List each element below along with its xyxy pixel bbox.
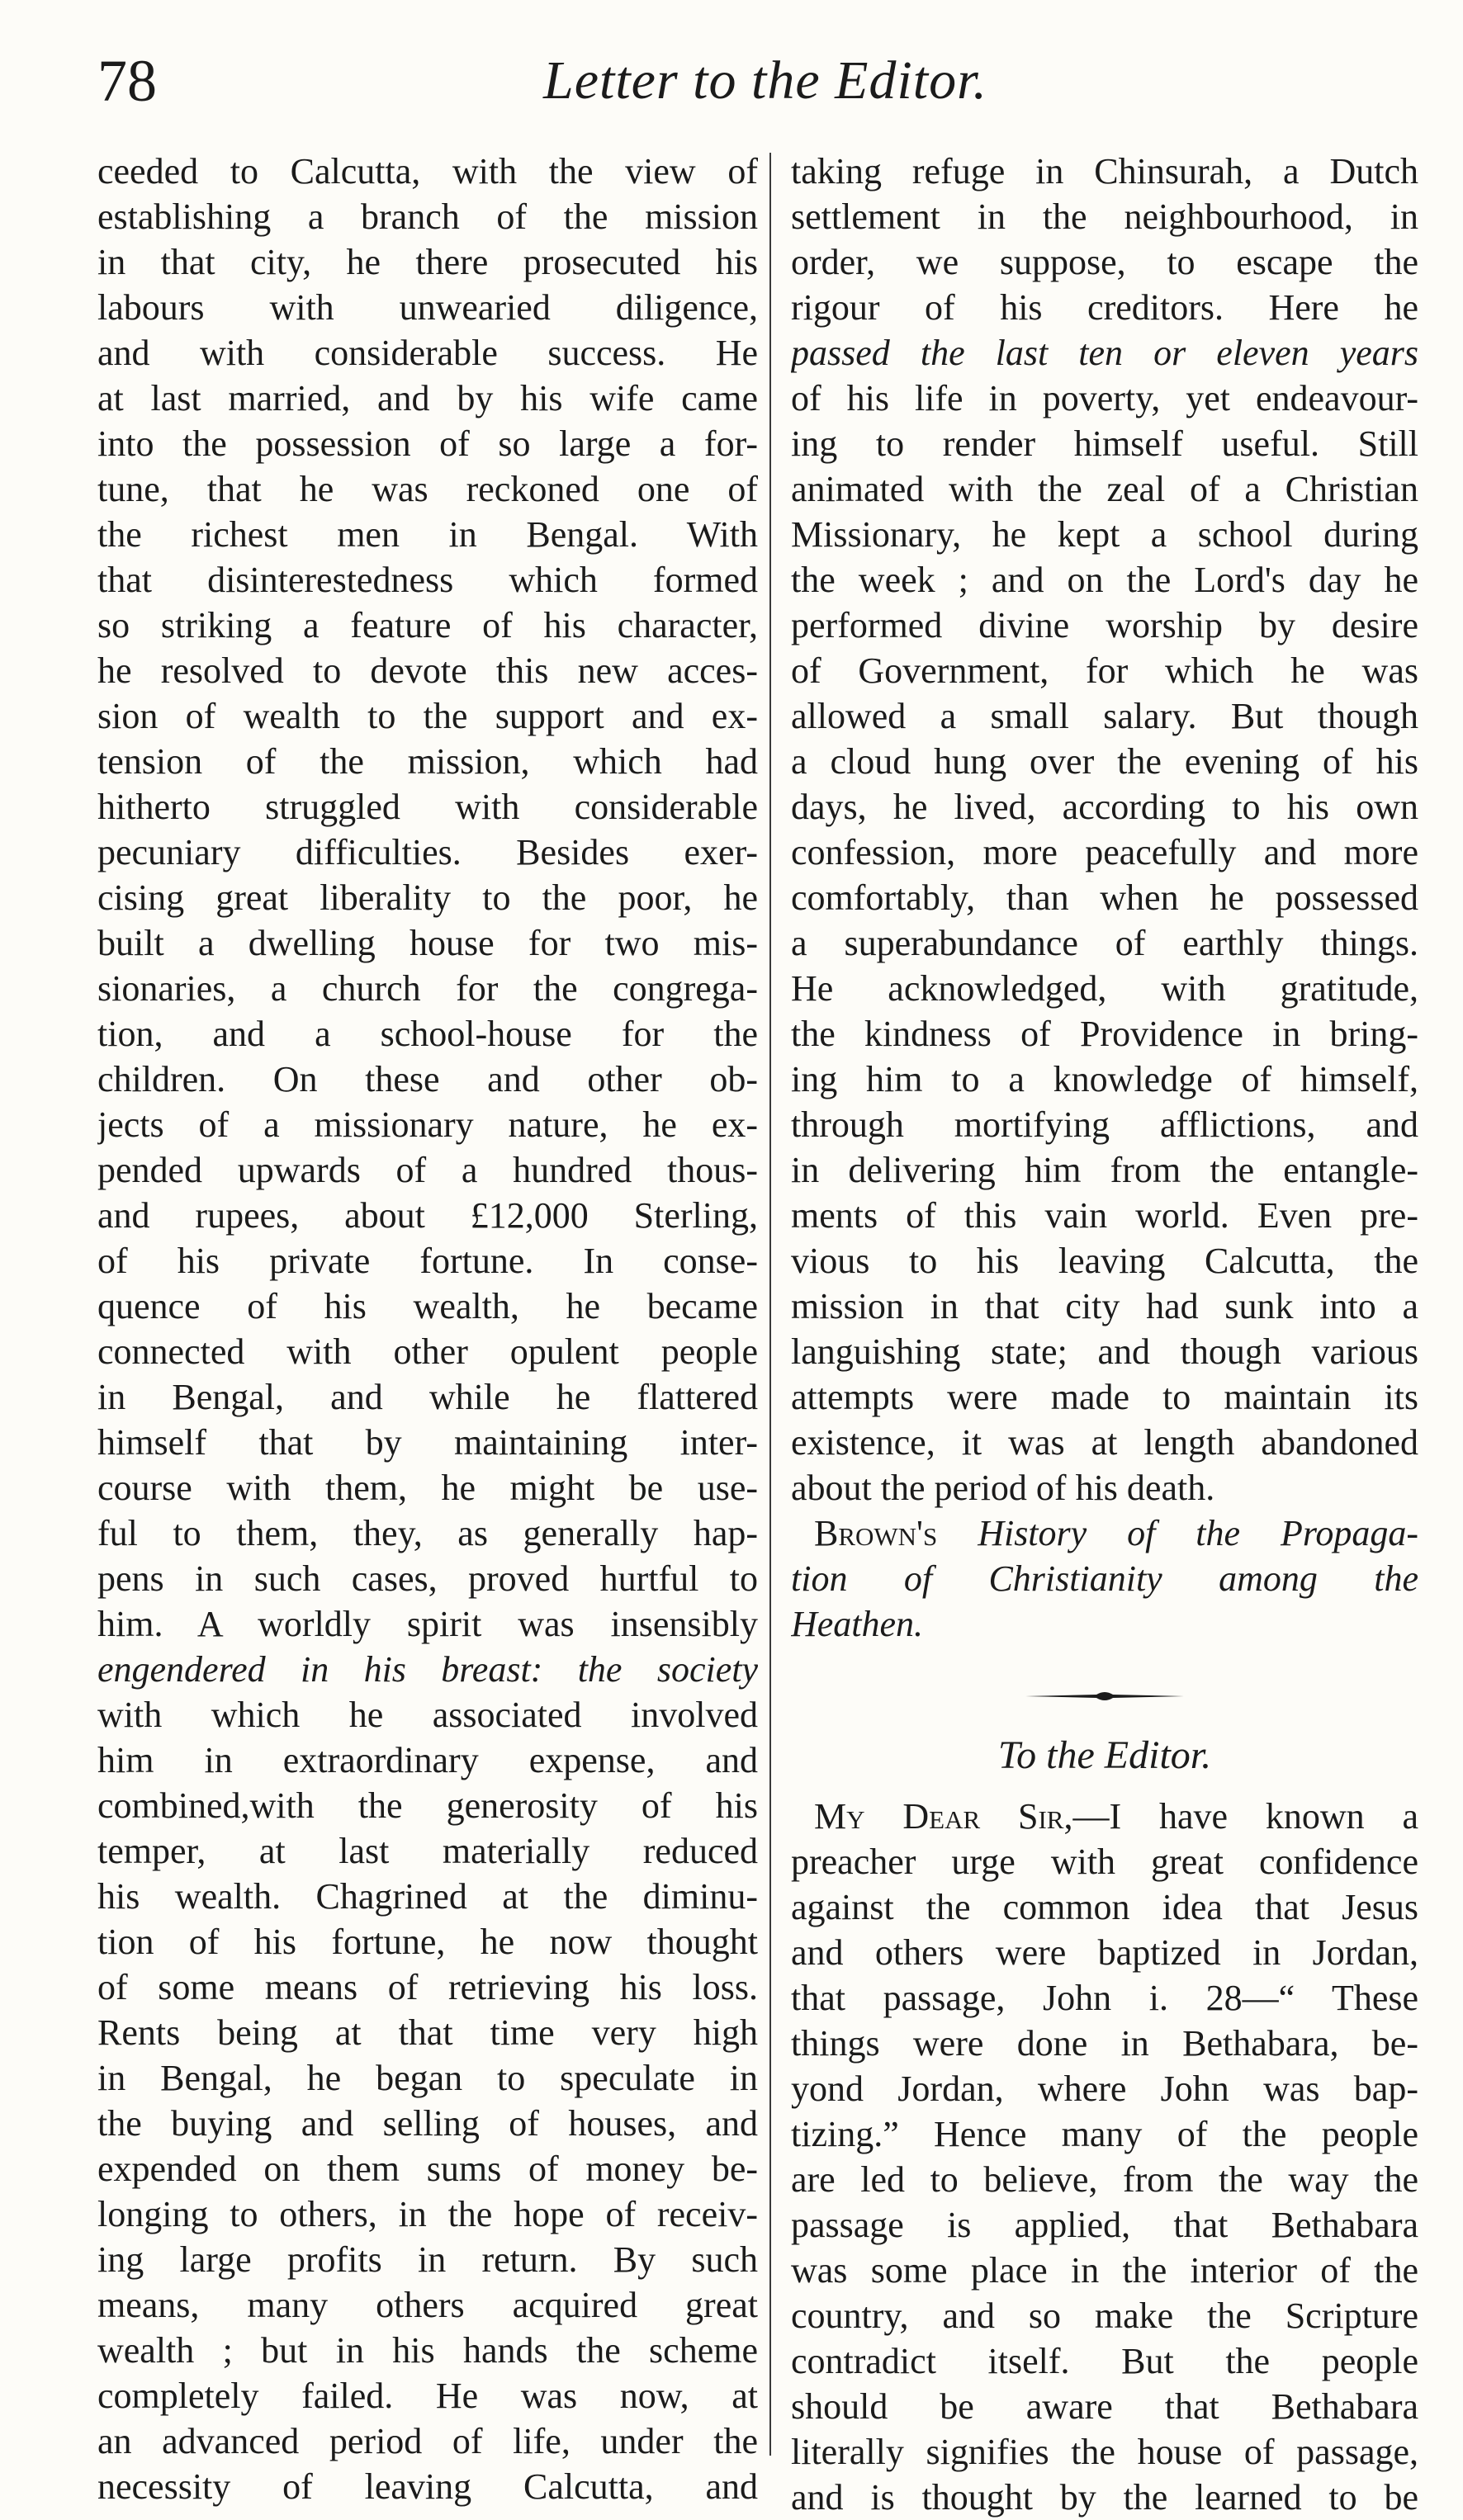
letter-first-line [791, 1794, 1418, 1839]
text-line: he resolved to devote this new acces- [97, 650, 758, 691]
citation-line-1 [791, 1511, 1418, 1556]
text-line: are led to believe, from the way the [791, 2159, 1418, 2200]
text-line: himself that by maintaining inter- [97, 1422, 758, 1463]
text-line: of Government, for which he was [791, 650, 1418, 691]
text-line: connected with other opulent people [97, 1331, 758, 1372]
text-line: establishing a branch of the mission [97, 196, 758, 237]
text-line: and others were baptized in Jordan, [791, 1932, 1418, 1973]
text-line: tion of his fortune, he now thought [97, 1922, 758, 1962]
text-line: against the common idea that Jesus [791, 1887, 1418, 1927]
text-line: animated with the zeal of a Christian [791, 469, 1418, 509]
text-line: engendered in his breast: the society [97, 1649, 758, 1690]
text-line: hitherto struggled with considerable [97, 787, 758, 827]
text-line: preacher urge with great confidence [791, 1842, 1418, 1882]
column-divider [769, 153, 771, 2456]
text-line: sion of wealth to the support and ex- [97, 696, 758, 736]
text-line: jects of a missionary nature, he ex- [97, 1104, 758, 1145]
ornament-divider [791, 1686, 1418, 1706]
text-line: necessity of leaving Calcutta, and [97, 2466, 758, 2507]
text-line: a cloud hung over the evening of his [791, 741, 1418, 782]
text-line: an advanced period of life, under the [97, 2421, 758, 2461]
text-line: in Bengal, he began to speculate in [97, 2058, 758, 2098]
text-line: cising great liberality to the poor, he [97, 877, 758, 918]
right-column [791, 149, 1418, 2520]
text-line: the kindness of Providence in bring- [791, 1014, 1418, 1054]
text-line: in that city, he there prosecuted his [97, 242, 758, 282]
text-line: children. On these and other ob- [97, 1059, 758, 1099]
text-line: so striking a feature of his character, [97, 605, 758, 645]
page-header [97, 41, 1451, 116]
text-line: built a dwelling house for two mis- [97, 923, 758, 963]
text-line: in delivering him from the entangle- [791, 1150, 1418, 1190]
text-line: of his life in poverty, yet endeavour- [791, 378, 1418, 418]
spacer [791, 1647, 1418, 1678]
text-line: tion, and a school-house for the [97, 1014, 758, 1054]
text-line: and with considerable success. He [97, 333, 758, 373]
text-line: a superabundance of earthly things. [791, 923, 1418, 963]
text-line: rigour of his creditors. Here he [791, 287, 1418, 328]
text-line: should be aware that Bethabara [791, 2386, 1418, 2427]
text-line: temper, at last materially reduced [97, 1831, 758, 1871]
text-line: country, and so make the Scripture [791, 2295, 1418, 2336]
text-line: passed the last ten or eleven years [791, 333, 1418, 373]
text-line: order, we suppose, to escape the [791, 242, 1418, 282]
page-number: 78 [97, 48, 157, 114]
text-line: comfortably, than when he possessed [791, 877, 1418, 918]
text-line: and is thought by the learned to be [791, 2477, 1418, 2518]
text-line: labours with unwearied diligence, [97, 287, 758, 328]
text-line: his wealth. Chagrined at the diminu- [97, 1876, 758, 1917]
text-line: about the period of his death. [791, 1468, 1215, 1508]
text-line: ments of this vain world. Even pre- [791, 1195, 1418, 1236]
text-line: into the possession of so large a for- [97, 423, 758, 464]
text-line: the week ; and on the Lord's day he [791, 560, 1418, 600]
text-line: pended upwards of a hundred thous- [97, 1150, 758, 1190]
text-line: Rents being at that time very high [97, 2012, 758, 2053]
text-line: was some place in the interior of the [791, 2250, 1418, 2291]
text-line: wealth ; but in his hands the scheme [97, 2330, 758, 2371]
text-line: days, he lived, according to his own [791, 787, 1418, 827]
ornament-rule-icon [1022, 1686, 1187, 1706]
text-line: the richest men in Bengal. With [97, 514, 758, 555]
text-line: settlement in the neighbourhood, in [791, 196, 1418, 237]
text-line: taking refuge in Chinsurah, a Dutch [791, 151, 1418, 191]
citation-author: Brown's [814, 1513, 938, 1553]
text-line: the buying and selling of houses, and [97, 2103, 758, 2144]
section-subheading: To the Editor. [997, 1733, 1212, 1777]
text-line: pecuniary difficulties. Besides exer- [97, 832, 758, 872]
text-line: performed divine worship by desire [791, 605, 1418, 645]
text-line: and rupees, about £12,000 Sterling, [97, 1195, 758, 1236]
text-line: ing to render himself useful. Still [791, 423, 1418, 464]
running-title: Letter to the Editor. [543, 50, 987, 111]
left-column [97, 149, 758, 2509]
text-line: ing him to a knowledge of himself, [791, 1059, 1418, 1099]
text-line: passage is applied, that Bethabara [791, 2205, 1418, 2245]
text-line: course with them, he might be use- [97, 1468, 758, 1508]
text-line: tizing.” Hence many of the people [791, 2114, 1418, 2154]
text-line: combined,with the generosity of his [97, 1785, 758, 1826]
text-line: attempts were made to maintain its [791, 1377, 1418, 1417]
text-line: vious to his leaving Calcutta, the [791, 1241, 1418, 1281]
text-line: sionaries, a church for the congrega- [97, 968, 758, 1009]
text-line: literally signifies the house of passage, [791, 2432, 1418, 2472]
text-line: at last married, and by his wife came [97, 378, 758, 418]
text-line: yond Jordan, where John was bap- [791, 2068, 1418, 2109]
text-line: of his private fortune. In conse- [97, 1241, 758, 1281]
text-line: through mortifying afflictions, and [791, 1104, 1418, 1145]
text-line: that disinterestedness which formed [97, 560, 758, 600]
text-line: means, many others acquired great [97, 2285, 758, 2325]
text-line: of some means of retrieving his loss. [97, 1967, 758, 2007]
text-line: mission in that city had sunk into a [791, 1286, 1418, 1326]
text-line: tune, that he was reckoned one of [97, 469, 758, 509]
text-line: contradict itself. But the people [791, 2341, 1418, 2381]
letter-first-line-text: —I have known a [1072, 1796, 1418, 1837]
text-line: allowed a small salary. But though [791, 696, 1418, 736]
text-line: in Bengal, and while he flattered [97, 1377, 758, 1417]
text-line: expended on them sums of money be- [97, 2149, 758, 2189]
letter-salutation: My Dear Sir, [814, 1796, 1073, 1837]
text-line: ing large profits in return. By such [97, 2239, 758, 2280]
text-line: pens in such cases, proved hurtful to [97, 1558, 758, 1599]
text-line: him. A worldly spirit was insensibly [97, 1604, 758, 1644]
text-line: completely failed. He was now, at [97, 2376, 758, 2416]
text-line: He acknowledged, with gratitude, [791, 968, 1418, 1009]
text-line: confession, more peacefully and more [791, 832, 1418, 872]
citation-line-3: Heathen. [791, 1604, 924, 1644]
text-line: things were done in Bethabara, be- [791, 2023, 1418, 2064]
text-line: quence of his wealth, he became [97, 1286, 758, 1326]
text-line: Missionary, he kept a school during [791, 514, 1418, 555]
text-line: existence, it was at length abandoned [791, 1422, 1418, 1463]
text-line: ceeded to Calcutta, with the view of [97, 151, 758, 191]
citation-line-2: tion of Christianity among the [791, 1558, 1418, 1599]
text-line: tension of the mission, which had [97, 741, 758, 782]
citation-title-part-1: History of the Propaga- [978, 1513, 1418, 1553]
text-line: with which he associated involved [97, 1695, 758, 1735]
text-line: ful to them, they, as generally hap- [97, 1513, 758, 1553]
text-line: languishing state; and though various [791, 1331, 1418, 1372]
text-line: that passage, John i. 28—“ These [791, 1978, 1418, 2018]
text-line: longing to others, in the hope of receiv- [97, 2194, 758, 2234]
text-line: him in extraordinary expense, and [97, 1740, 758, 1780]
